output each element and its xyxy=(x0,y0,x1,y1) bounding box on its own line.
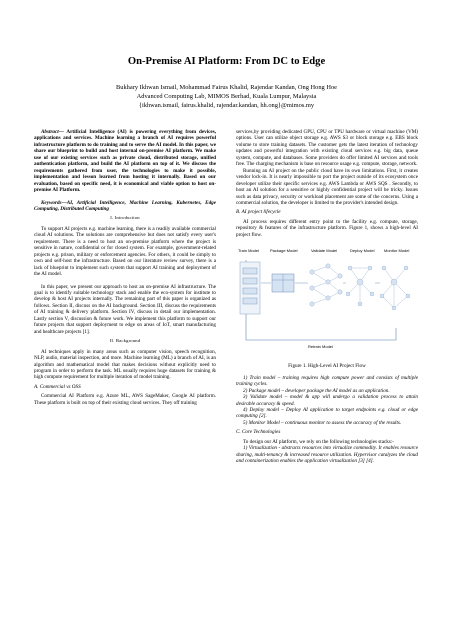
figure-label-validate: Validate Model xyxy=(311,248,338,254)
lifecycle-item-1: 1) Train model – training requires high compute power and consists of multiple training cycles. xyxy=(236,374,418,388)
subsection-heading-ai-lifecycle: B. AI project lifecycle xyxy=(236,209,281,216)
author-affiliation: Advanced Computing Lab, MIMOS Berhad, Kuala Lumpur, Malaysia xyxy=(136,92,317,100)
lifecycle-item-4: 4) Deploy model – Deploy AI application to target endpoints e.g. cloud or edge computing [2]. xyxy=(236,406,418,420)
keywords-text: —AI, Artificial Intelligence, Machine Learning, Kubernetes, Edge Computing, Distributed Computing xyxy=(34,199,216,212)
author-emails: {ikhwan.ismail, fairus.khalid, rajendar.kandan, hh.ong}@mimos.my xyxy=(138,101,315,109)
commercial-paragraph-1: Commercial AI Platform e.g. Azure ML, AWS SageMaker, Google AI platform. These platform is built on top of their existing cloud services. They off training xyxy=(34,393,216,406)
subsection-heading-core-technologies: C. Core Technologies xyxy=(236,429,281,436)
lifecycle-paragraph-1: AI process requires different entry point to the facility e.g. compute, storage, repository & features of the infrastructure platform. Figure 1, shows a high-level AI project flow. xyxy=(236,218,418,238)
figure-caption: Figure 1. High-Level AI Project Flow xyxy=(288,363,366,370)
section-heading-background: II. Background xyxy=(109,338,141,344)
figure-label-package: Package Model xyxy=(270,248,298,254)
author-block xyxy=(0,84,453,111)
abstract-label: Abstract xyxy=(41,129,59,135)
intro-paragraph-2: In this paper, we present our approach to host an on-premise AI infrastructure. The goal is to identify suitable technology stack and enable the eco-system for institute to develop & host AI projects internally. The remaining part of this paper is organized as follows. Section II, discuss on the AI background. Section III, discuss the requirements of AI training & delivery platform. Section IV, discuss in detail our implementation. Lastly section V, discussion & future work. We implement this platform to support our future projects that support deployment to edge on areas of IoT, smart manufacturing and healthcare projects [1]. xyxy=(34,283,216,335)
lifecycle-item-5: 5) Monitor Model – continuous monitor to assess the accuracy of the results. xyxy=(243,419,402,426)
keywords-label: Keywords xyxy=(41,199,62,206)
keywords xyxy=(34,200,216,213)
figure-diagram xyxy=(236,242,418,360)
core-tech-paragraph-1: To design our AI platform, we rely on the following technologies stacks:- xyxy=(243,438,394,445)
figure-ai-project-flow xyxy=(236,242,418,360)
paper-title: On-Premise AI Platform: From DC to Edge xyxy=(127,56,326,67)
right-column xyxy=(236,129,418,465)
subsection-heading-commercial-vs-oss: A. Commercial vs OSS xyxy=(34,383,81,390)
deploy-model-icon xyxy=(346,266,374,306)
retrain-loop-line xyxy=(246,260,396,340)
left-column xyxy=(34,129,216,406)
monitor-model-icon xyxy=(380,266,410,310)
figure-label-monitor: Monitor Model xyxy=(384,248,410,254)
section-heading-introduction: I. Introduction xyxy=(110,215,140,221)
abstract-text: — Artificial Intelligence (AI) is powering everything from devices, applications and services. Machine learning a branch of AI requires powerful infrastructure platform to do training and to serve the AI model. In this paper, we share our blueprint to build and host internal on-premise AI platform. We make use of our existing services such as private cloud, distributed storage, unified authentication platform, and build the AI platform on top of it. We discuss the requirements gathered from user, the technologies to make it possible, implementation and lesson learned from hosting it internally. Based on our evaluation, based on specific need, it is economical and viable option to host on-premise AI Platform. xyxy=(34,129,216,194)
train-model-icon xyxy=(240,262,260,314)
right-paragraph-2: Running an AI project on the public cloud have its own limitations. First, it creates vendor lock-in. It is nearly impossible to port the project outside of its ecosystem once developer utilize their specific services e.g. AWS Lambda or AWS SQS . Secondly, to host an AI solution for a sensitive or highly confidential project will be tricky. Issues such as data privacy, security or workload placement are some of the concerns. Using a commercial solution, the developer is limited to the provider's intended design. xyxy=(236,167,418,206)
core-tech-item-1: 1) Virtualization - abstracts resources into virtualize commodity. It enables resource sharing, multi-tenancy & increased resource utilization. Hypervisor catalyzes the cloud and containerization enables the application virtualization [3] [4]. xyxy=(236,445,418,465)
lifecycle-item-2: 2) Package model – developer package the AI model as an application. xyxy=(243,387,390,394)
lifecycle-item-3: 3) Validate model – model & app will undergo a validation process to attain desirable accuracy & speed. xyxy=(236,394,418,407)
validate-model-icon xyxy=(310,264,342,306)
figure-label-train: Train Model xyxy=(238,248,259,254)
abstract xyxy=(34,129,216,194)
figure-label-deploy: Deploy Model xyxy=(350,248,375,254)
background-paragraph-1: AI techniques apply in many areas such as computer vision, speech recognition, NLP, audio, material inspection, and more. Machine learning (ML) a branch of AI, is an algorithm and mathematical model that makes decisions without explicitly need to program in order to perform the task. ML usually requires huge datasets for training & high compute requirement for multiple iteration of model training. xyxy=(34,348,216,381)
right-paragraph-1: services,by providing dedicated GPU, CPU or TPU hardware or virtual machine (VM) options. User can utilize object storage e.g. AWS S3 or block storage e.g. EBS block volume to store training datasets. The customer gets the latest iteration of technology updates and powerful integration with existing cloud services e.g. big data, queue system, compute, and databases. Some providers do offer limited AI services and tools free. The charging mechanism is base on resource usage e.g. compute, storage, network. xyxy=(236,129,418,168)
author-names: Bukhary Ikhwan Ismail, Mohammad Fairus Khalid, Rajendar Kandan, Ong Hong Hoe xyxy=(116,84,337,91)
figure-label-retrain: Retrain Model xyxy=(308,344,333,350)
package-model-icon xyxy=(272,274,294,292)
intro-paragraph-1: To support AI projects e.g. machine learning, there is a readily available commercial cloud AI solutions. The solutions are comprehensive but does not satisfy every user's requirement. There is a need to host an on-premise platform where the project is sensitive in nature, confidential or for closed system. For example, government-related projects e.g. prison, military or enforcement agencies. For others, it could be simply to own and self-host the infrastructure. Based on our literature review survey, there is a lack of blueprint to implement such system that support AI training and deployment of the AI model. xyxy=(34,225,216,278)
